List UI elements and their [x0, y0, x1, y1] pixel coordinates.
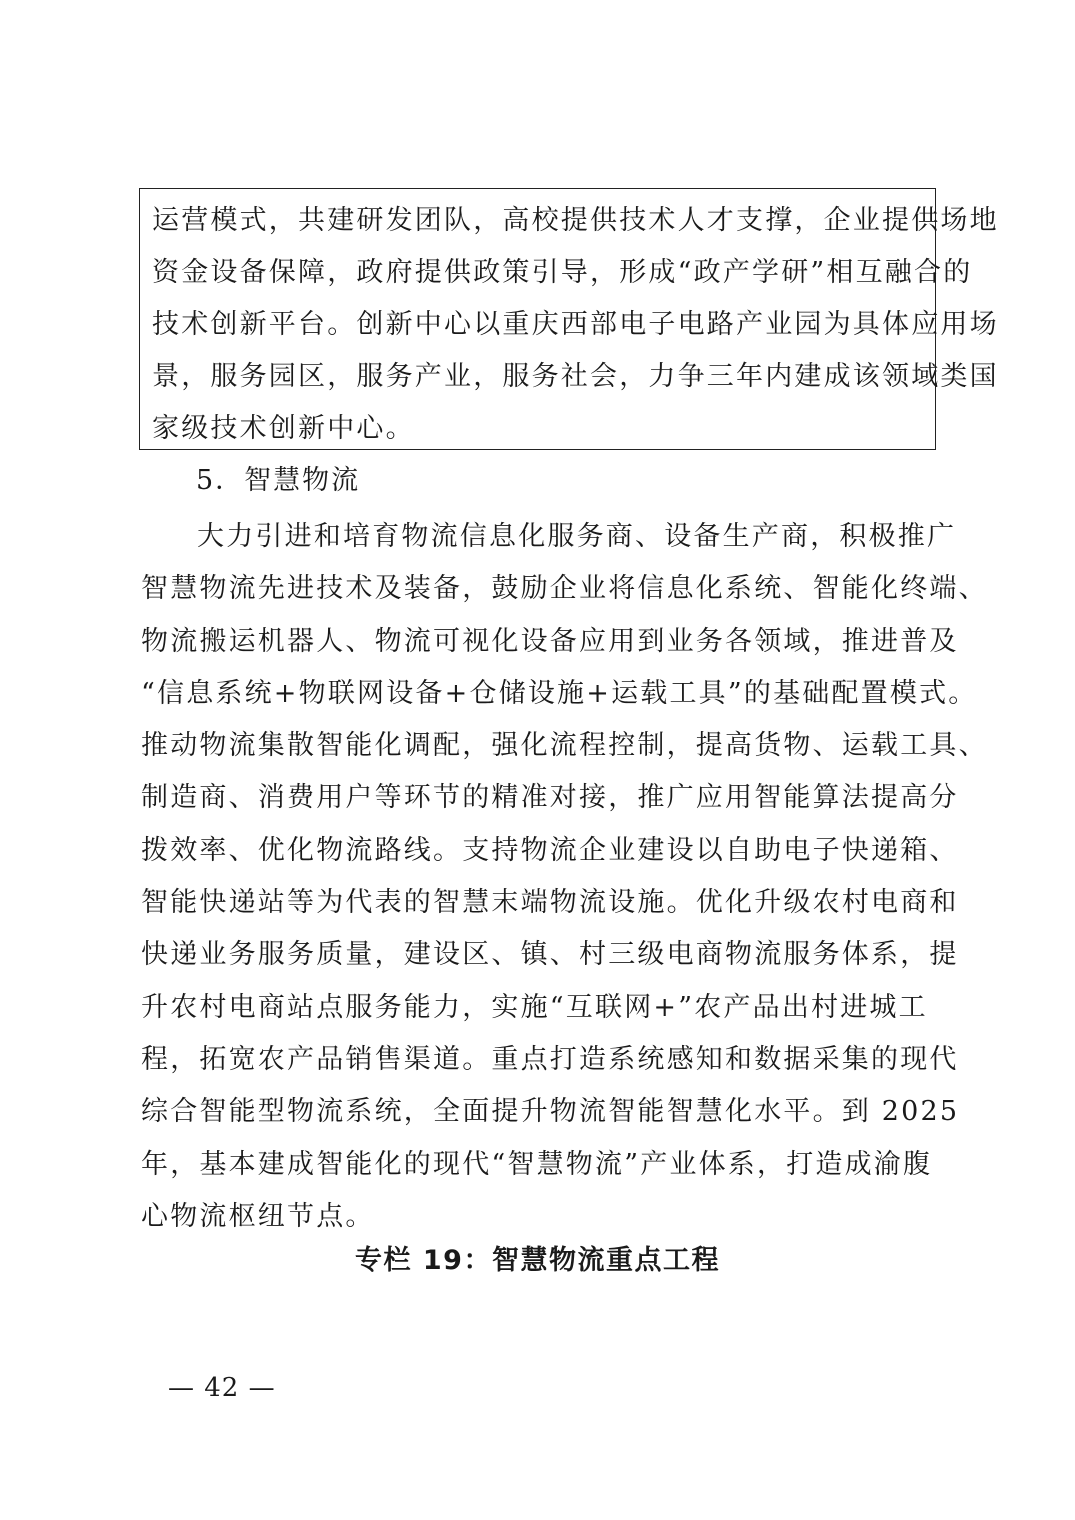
box-line: 运营模式，共建研发团队，高校提供技术人才支撑，企业提供场地 [152, 205, 999, 236]
boxed-text-frame [139, 188, 999, 450]
paragraph-line: 智慧物流先进技术及装备，鼓励企业将信息化系统、智能化终端、 [141, 573, 988, 605]
paragraph-line: 物流搬运机器人、物流可视化设备应用到业务各领域，推进普及 [141, 625, 959, 657]
paragraph-line: 快递业务服务质量，建设区、镇、村三级电商物流服务体系，提 [141, 939, 959, 971]
page-number: — 42 — [168, 1373, 276, 1403]
box-line: 家级技术创新中心。 [152, 413, 415, 444]
paragraph-line: 综合智能型物流系统，全面提升物流智能智慧化水平。到 2025 [141, 1096, 960, 1128]
paragraph-line: 智能快递站等为代表的智慧末端物流设施。优化升级农村电商和 [141, 887, 959, 919]
column-title: 专栏 19：智慧物流重点工程 [355, 1245, 720, 1276]
body-paragraph [141, 511, 988, 1243]
box-line: 资金设备保障，政府提供政策引导，形成“政产学研”相互融合的 [152, 257, 973, 288]
paragraph-line: 年，基本建成智能化的现代“智慧物流”产业体系，打造成渝腹 [141, 1148, 933, 1180]
paragraph-line: 推动物流集散智能化调配，强化流程控制，提高货物、运载工具、 [141, 730, 988, 762]
paragraph-line: 心物流枢纽节点。 [141, 1200, 375, 1232]
paragraph-line: 制造商、消费用户等环节的精准对接，推广应用智能算法提高分 [141, 782, 959, 814]
paragraph-line: 大力引进和培育物流信息化服务商、设备生产商，积极推广 [197, 521, 957, 552]
paragraph-line: 拨效率、优化物流路线。支持物流企业建设以自助电子快递箱、 [141, 834, 959, 866]
paragraph-line: 升农村电商站点服务能力，实施“互联网+”农产品出村进城工 [141, 991, 928, 1023]
section-heading: 5．智慧物流 [196, 465, 361, 496]
paragraph-line: “信息系统+物联网设备+仓储设施+运载工具”的基础配置模式。 [141, 677, 978, 709]
paragraph-line: 程，拓宽农产品销售渠道。重点打造系统感知和数据采集的现代 [141, 1043, 959, 1075]
box-line: 景，服务园区，服务产业，服务社会，力争三年内建成该领域类国 [152, 361, 999, 392]
box-line: 技术创新平台。创新中心以重庆西部电子电路产业园为具体应用场 [152, 309, 999, 340]
